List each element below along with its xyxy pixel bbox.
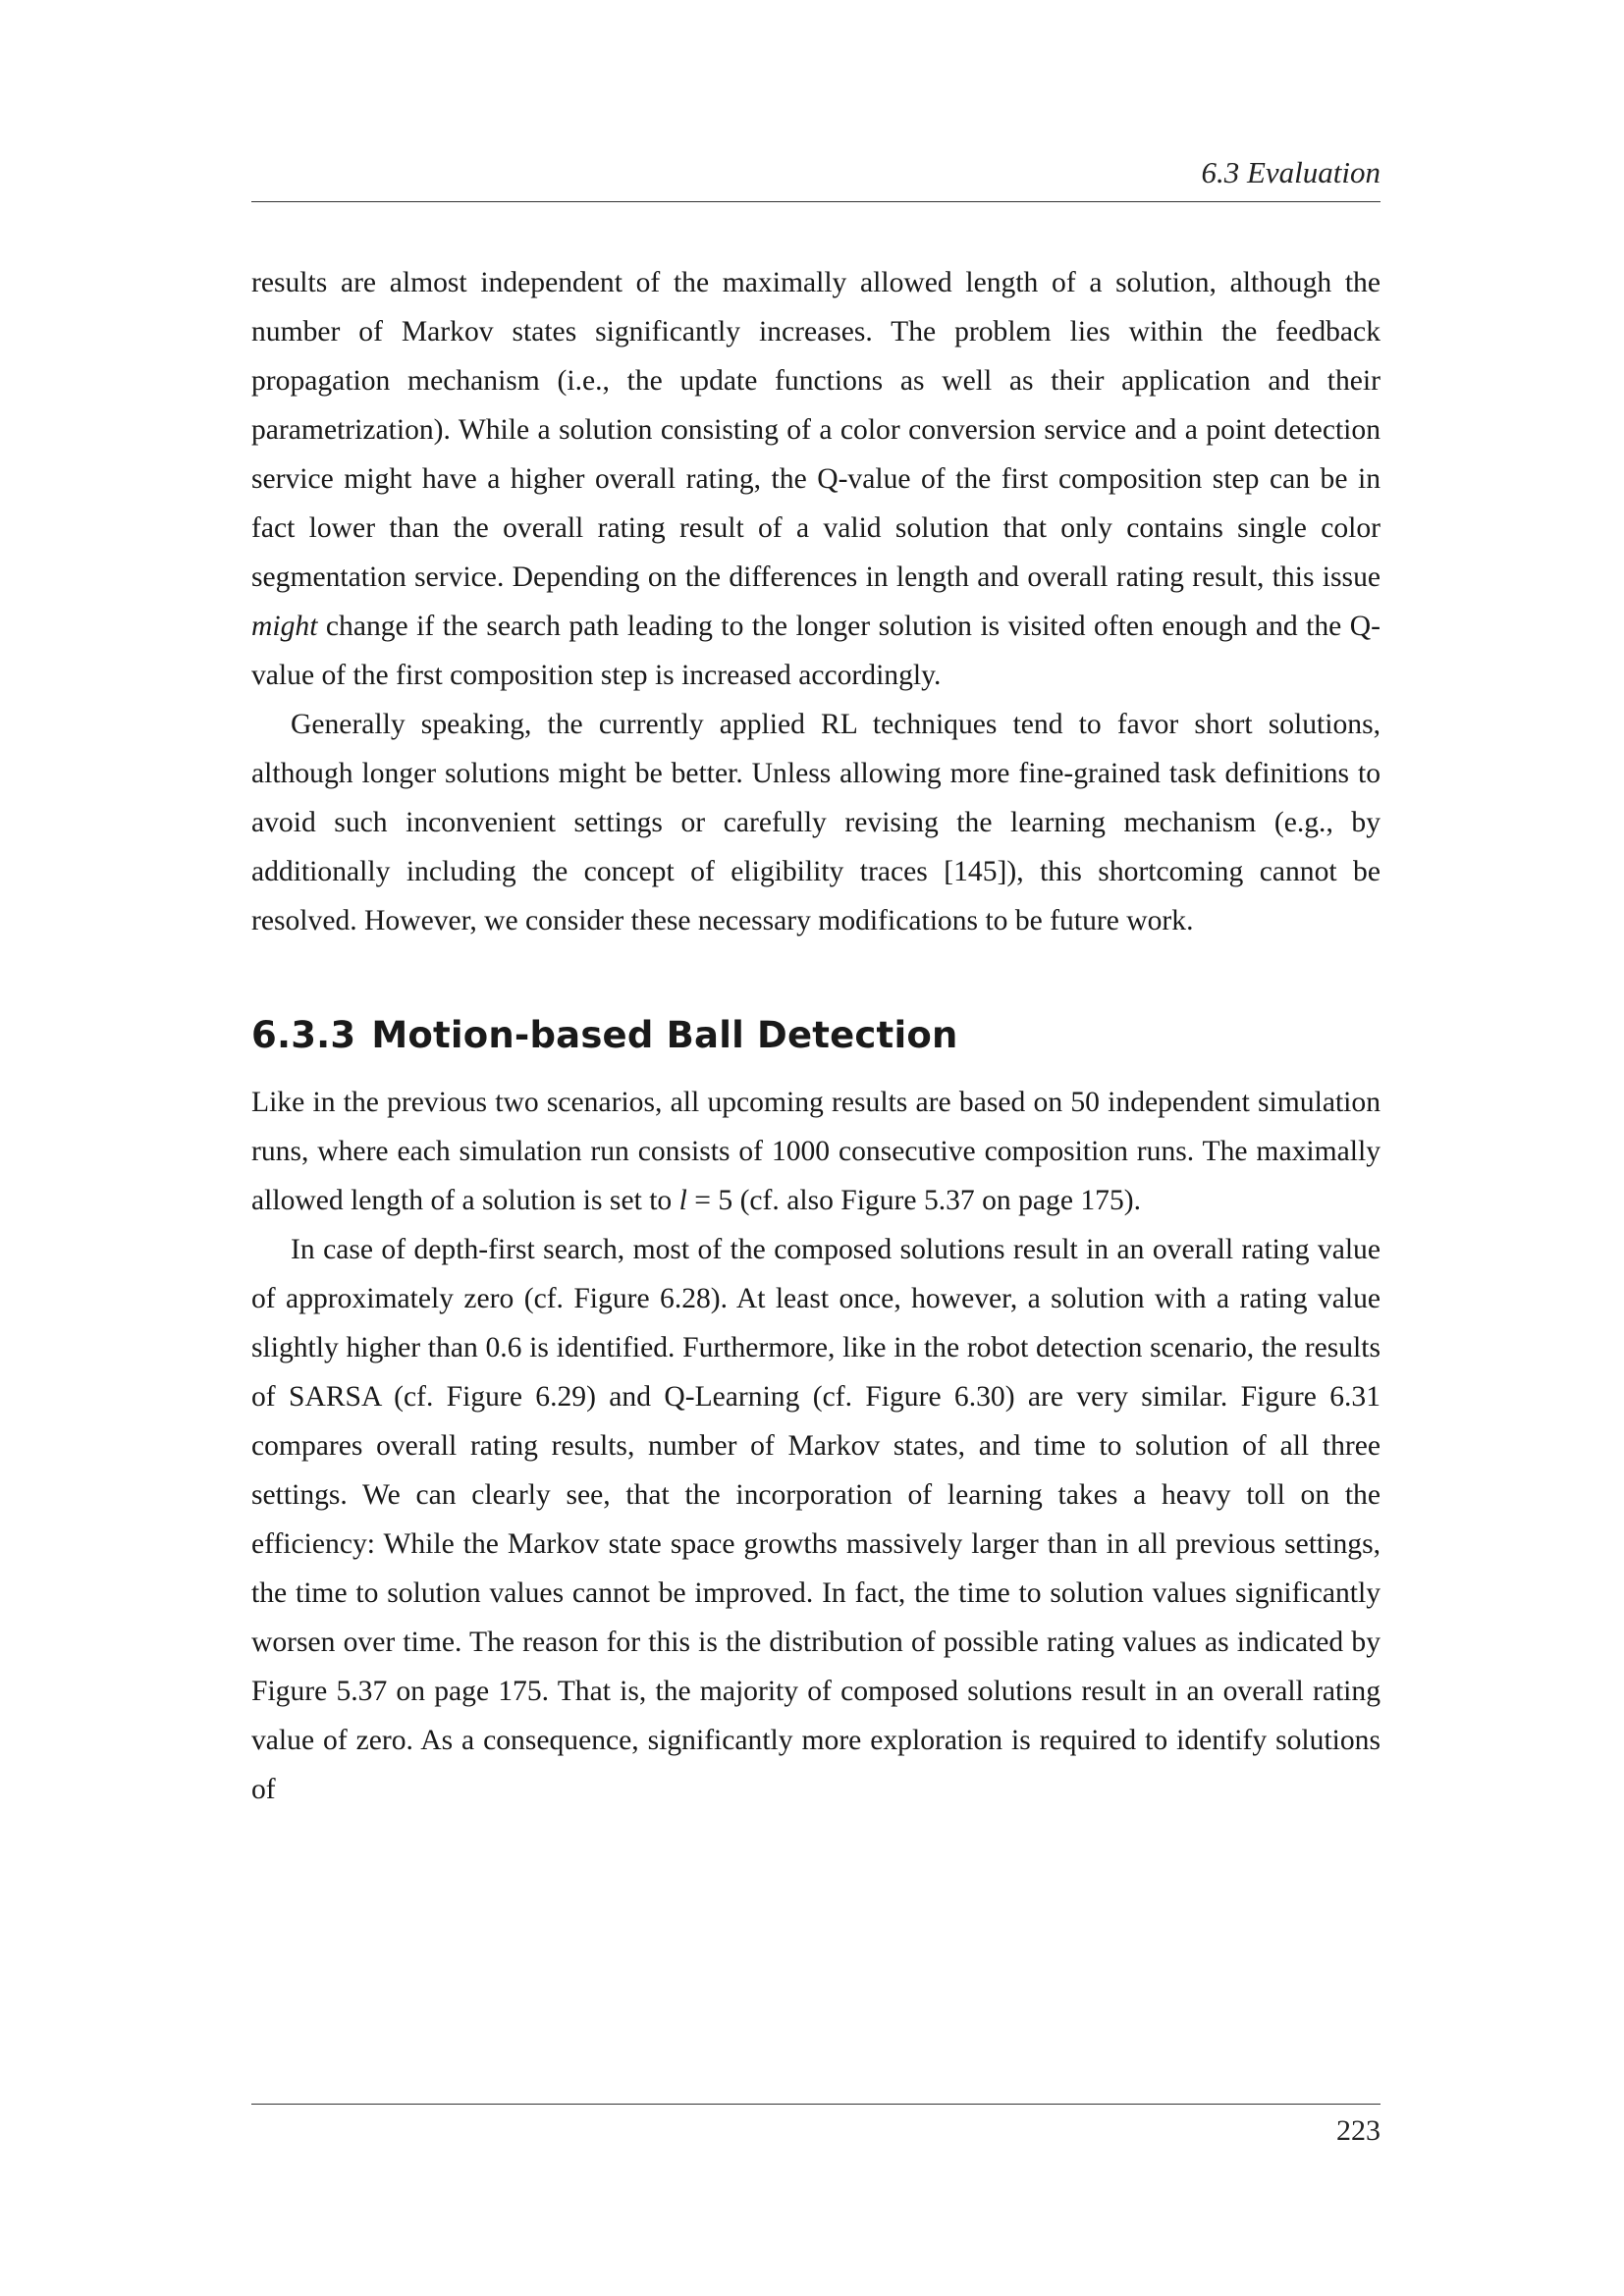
section-number: 6.3.3: [251, 1014, 356, 1056]
section-title: Motion-based Ball Detection: [371, 1014, 958, 1056]
running-title: 6.3 Evaluation: [1201, 155, 1380, 189]
paragraph-4: In case of depth-first search, most of the composed solutions result in an overall rating value of approximately zero (cf. Figure 6.28). At least once, however, a solution with a rating value slightly higher than 0.6 is identified. Furthermore, like in the robot detection scenario, the results of SARSA (cf. Figure 6.29) and Q-Learning (cf. Figure 6.30) are very similar. Figure 6.31 compares overall rating results, number of Markov states, and time to solution of all three settings. We can clearly see, that the incorporation of learning takes a heavy toll on the efficiency: While the Markov state space growths massively larger than in all previous settings, the time to solution values cannot be improved. In fact, the time to solution values significantly worsen over time. The reason for this is the distribution of possible rating values as indicated by Figure 5.37 on page 175. That is, the majority of composed solutions result in an overall rating value of zero. As a consequence, significantly more exploration is required to identify solutions of: [251, 1234, 1380, 1805]
paragraph-1-text: results are almost independent of the maximally allowed length of a solution, although the number of Markov states significantly increases. The problem lies within the feedback propagation mechanism (i.e., the update functions as well as their application and their parametrization). While a solution consisting of a color conversion service and a point detection service might have a higher overall rating, the Q-value of the first composition step can be in fact lower than the overall rating result of a valid solution that only contains single color segmentation service. Depending on the differences in length and overall rating result, this issue: [251, 267, 1380, 593]
paragraph-3: [251, 1078, 1380, 1225]
paragraph-2: Generally speaking, the currently applied RL techniques tend to favor short solutions, although longer solutions might be better. Unless allowing more fine-grained task definitions to avoid such inconvenient settings or carefully revising the learning mechanism (e.g., by additionally including the concept of eligibility traces [145]), this shortcoming cannot be resolved. However, we consider these necessary modifications to be future work.: [251, 709, 1380, 936]
paragraph-3-text: Like in the previous two scenarios, all upcoming results are based on 50 independent simulation runs, where each simulation run consists of 1000 consecutive composition runs. The maximally allowed length of a solution is set to: [251, 1087, 1380, 1216]
running-header: [251, 151, 1380, 202]
math-rest: = 5: [686, 1185, 733, 1216]
math-variable: l: [678, 1185, 687, 1216]
paragraph-1-emphasis: might: [251, 611, 318, 642]
paragraph-1-text-after: change if the search path leading to the longer solution is visited often enough and the Q-value of the first composition step is increased accordingly.: [251, 611, 1380, 691]
page-number: 223: [1336, 2114, 1380, 2147]
paragraph-3-text-after: (cf. also Figure 5.37 on page 175).: [732, 1185, 1142, 1216]
page-body: [251, 258, 1380, 1814]
paragraph-1: [251, 258, 1380, 700]
page-footer: [251, 2104, 1380, 2147]
section-heading: [251, 1005, 1380, 1066]
